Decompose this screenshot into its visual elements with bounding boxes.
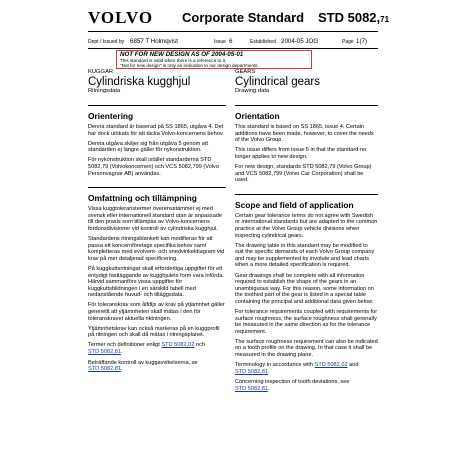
std-link[interactable]: STD 5082,02 — [314, 362, 348, 369]
reference-text: Beträffande kontroll av kuggavvikelserna, se — [88, 359, 198, 366]
paragraph: Vissa kuggtoleranstermer överensstämmer ej med svensk eller internationell standard utan är anpassade till den praxis som tillämpas av Volvo-koncernens fordonsdivisioner vid kontroll av cylindriska kugghjul. — [88, 206, 223, 232]
paragraph: Certain gear tolerance terms do not agree with Swedish or international standards but are adapted to the common practice at the Volvo Group vehicle divisions when inspecting cylindrical gears. — [235, 212, 378, 239]
paragraph: For new design, standards STD 5082,79 (Volvo Group) and VCS 5082,799 (Volvo Car Corporation) shall be used. — [235, 163, 372, 184]
reference-line — [235, 386, 378, 393]
kicker: KUGGAR — [88, 69, 114, 75]
paragraph: This standard is based on SS 1865, issue 4. Certain additions have been made, however, to cover the needs of the Volvo Group. — [235, 124, 374, 144]
section-rule — [235, 194, 378, 195]
header-rule-top — [88, 31, 378, 32]
paragraph: För toleranskrav som ålfdljs av krav på ytjämnhet gäller generellt att ytjämnheten skall mätas i den för toleranskravet aktuella riktningen. — [88, 302, 225, 322]
section-heading: Orientation — [235, 111, 280, 121]
reference-line — [235, 369, 378, 376]
paragraph: På kuggkuttsritningar skall erforderliga uppgifter för ett entydigt fastläggande av kugghjulets form vara införda. Härvid sammanförs vissa uppgifter för kuggkuttsbildningen i en särskild tabell med nedanstående huvud- och tilläggsdata. — [88, 265, 224, 299]
swedish-column — [88, 69, 226, 373]
reference-tail: . — [267, 368, 270, 375]
std-link[interactable]: STD 5082,81 — [235, 368, 268, 375]
header-rule-bottom — [88, 48, 378, 49]
std-link[interactable]: STD 5082,81 — [88, 348, 121, 355]
document-type-title: Corporate Standard — [182, 10, 305, 25]
paragraph: The surface roughness requirement can also be indicated on a tooth profile on the drawing. In that case it shall be measured in the drawing plane. — [235, 338, 378, 359]
notice-line-indication: "Not for new design" is only an indication to our design departments. — [120, 63, 259, 69]
std-link[interactable]: STD 5082,81 — [235, 385, 268, 392]
paragraph: För nykonstruktion skall istället standarderna STD 5082,79 (Volvokoncernen) och VCS 5082,799 (Volvo Personvagnar AB) användas. — [88, 157, 219, 177]
paragraph: Ytjämnhetskrav kan också markeras på en kuggprofil på ritningen och skall då mätas i ritningsplanet. — [88, 325, 220, 339]
paragraph: Denna utgåva skiljer sig från utgåva 5 genom att standarden ej längre gäller för nykonstruktion. — [88, 140, 209, 154]
section-rule — [88, 105, 226, 106]
notice-line-validity: This standard is valid when there is a reference to it. — [120, 58, 227, 63]
document-title: Cylindrical gears — [235, 76, 321, 88]
reference-line — [88, 360, 226, 367]
standard-version: 71 — [380, 15, 390, 24]
kicker: GEARS — [235, 69, 256, 75]
section-heading: Orientering — [88, 111, 134, 121]
reference-tail: . — [120, 348, 123, 355]
issue-value: 6 — [229, 38, 233, 45]
notice-title: NOT FOR NEW DESIGN AS OF 2004-05-01 — [120, 51, 244, 58]
reference-line — [235, 362, 378, 369]
standard-number — [318, 9, 389, 29]
std-link[interactable]: STD 5082,02 — [161, 342, 195, 349]
reference-tail: and — [347, 362, 359, 369]
document-title: Cylindriska kugghjul — [88, 76, 191, 88]
reference-line — [88, 366, 226, 373]
volvo-logo: VOLVO — [88, 8, 154, 27]
reference-line — [88, 342, 226, 349]
paragraph: Gear drawings shall be complete with all information required to establish the shape of the gears in an unambiguous way. For this reason, some information on the toothed part of the gear is listed in a special table containing the principal and additional data given below. — [235, 272, 374, 305]
not-for-new-design-notice — [116, 50, 312, 69]
paragraph: For tolerance requirements coupled with requirements for surface roughness, the surface roughness shall generally be measured in the same direction as for the tolerance requirement. — [235, 308, 378, 335]
dept-value: 6857 T Holmqvist — [130, 38, 178, 45]
standard-number-main: STD 5082, — [318, 10, 381, 25]
reference-tail: och — [194, 342, 205, 349]
std-link[interactable]: STD 5082,81 — [88, 366, 121, 373]
section-rule — [235, 105, 378, 106]
section-heading: Scope and field of application — [235, 199, 354, 210]
reference-text: Termer och definitioner enligt — [88, 342, 162, 349]
dept-label: Dept / Issued by — [88, 39, 125, 45]
reference-line — [88, 349, 226, 356]
document-subtitle: Ritningsdata — [88, 88, 121, 94]
reference-text: Concerning inspection of tooth deviations, see — [235, 379, 350, 386]
reference-tail: . — [120, 366, 123, 373]
paragraph: This issue differs from issue 5 in that the standard no longer applies to new design. — [235, 147, 367, 160]
paragraph: Standardens ritningsblankett kan modifieras för att passa ett koncernföretags specifika behov samt kompletteras med evolvent- och snedvinkeldiagram vid krav på mer detaljerad specificering. — [88, 236, 225, 262]
section-rule — [88, 187, 226, 188]
metadata-row — [88, 37, 378, 47]
reference-tail: . — [267, 385, 270, 392]
document-subtitle: Drawing data — [235, 88, 270, 94]
reference-line — [235, 379, 378, 386]
english-column — [235, 69, 378, 393]
page-label: Page — [342, 39, 354, 45]
paragraph: The drawing table in this standard may be modified to suit the specific demands of each Volvo Group company and may be supplemented by involute and lead charts when a more detailed specification is required. — [235, 242, 375, 269]
issue-label: Issue — [214, 39, 226, 45]
established-label: Established — [250, 39, 276, 45]
reference-text: Terminology in accordance with — [235, 362, 315, 369]
paragraph: Denna standard är baserad på SS 1865, utgåva 4. Det har dock utökats för att täcka Volvo-koncernens behov. — [88, 124, 224, 137]
page-value: 1(7) — [356, 38, 368, 45]
established-value: 2004-05 JOG — [281, 38, 319, 45]
section-heading: Omfattning och tillämpning — [88, 193, 197, 204]
